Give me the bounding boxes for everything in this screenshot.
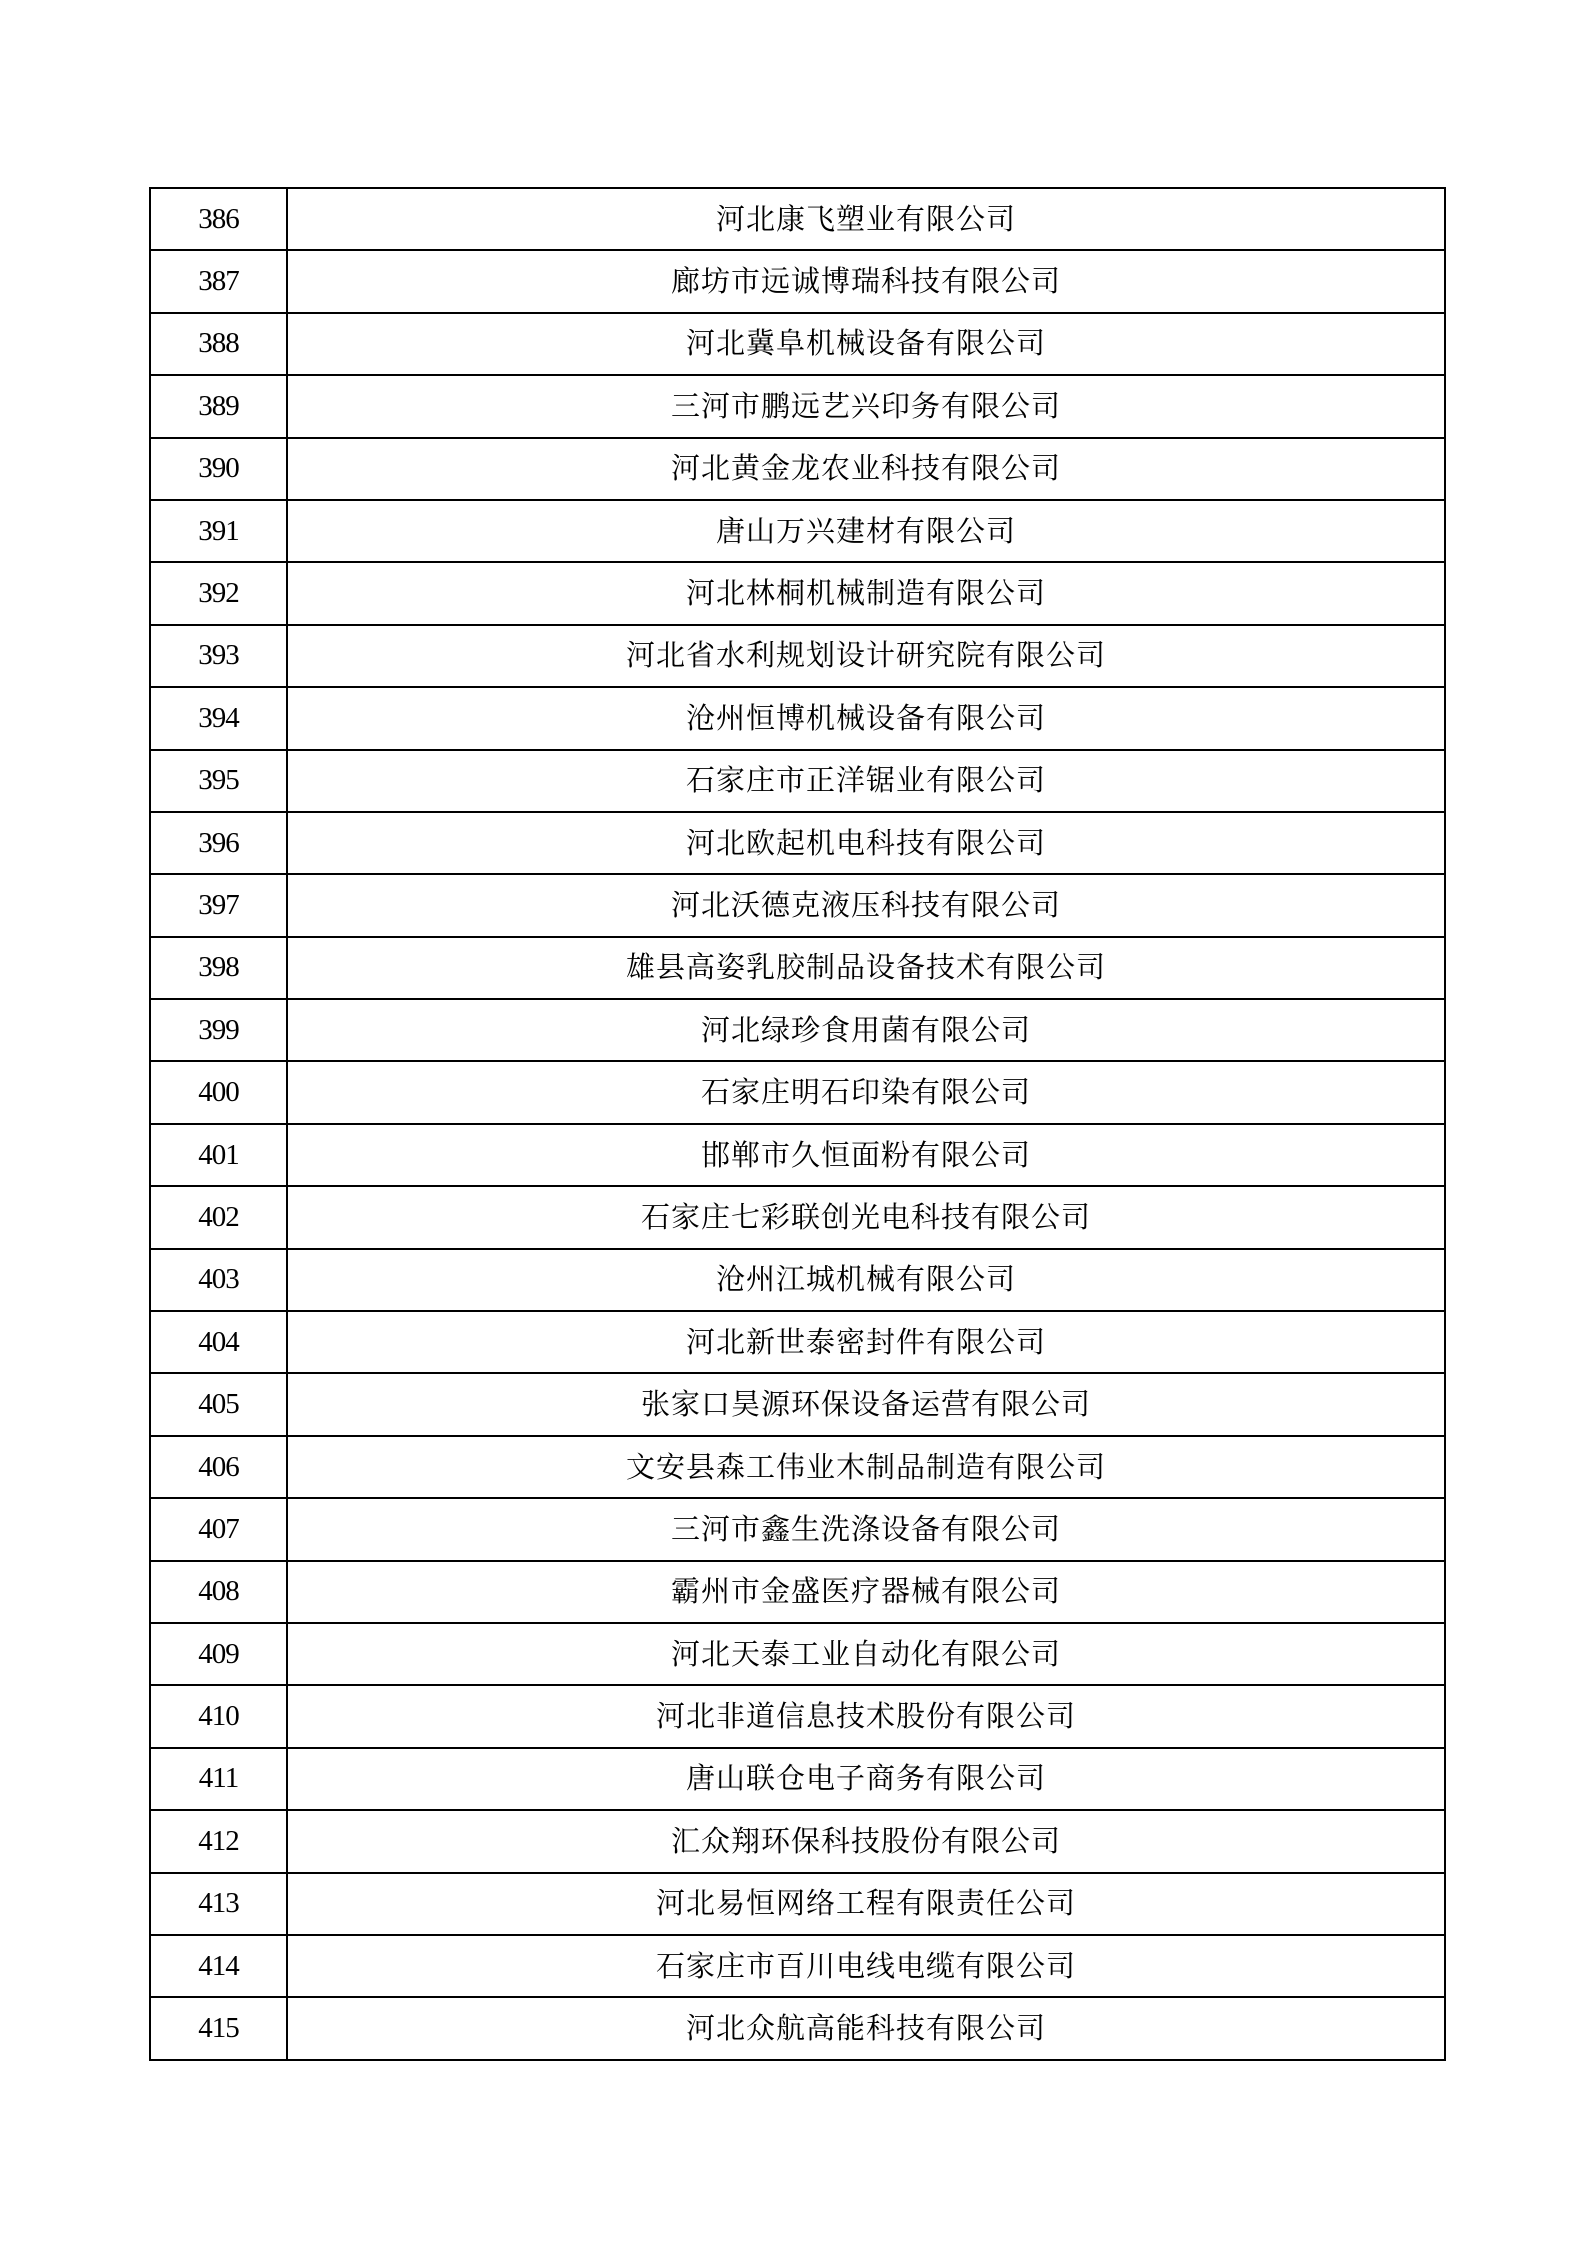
row-number: 415 bbox=[150, 1997, 287, 2059]
row-number: 414 bbox=[150, 1935, 287, 1997]
company-list-body bbox=[150, 188, 1445, 2060]
company-name: 河北绿珍食用菌有限公司 bbox=[287, 999, 1445, 1061]
table-row bbox=[150, 1061, 1445, 1123]
row-number: 387 bbox=[150, 250, 287, 312]
row-number: 397 bbox=[150, 874, 287, 936]
row-number: 411 bbox=[150, 1748, 287, 1810]
table-row bbox=[150, 1186, 1445, 1248]
table-row bbox=[150, 1124, 1445, 1186]
table-row bbox=[150, 874, 1445, 936]
row-number: 399 bbox=[150, 999, 287, 1061]
row-number: 405 bbox=[150, 1373, 287, 1435]
table-row bbox=[150, 1997, 1445, 2059]
row-number: 407 bbox=[150, 1498, 287, 1560]
company-name: 唐山万兴建材有限公司 bbox=[287, 500, 1445, 562]
table-row bbox=[150, 1249, 1445, 1311]
company-name: 张家口昊源环保设备运营有限公司 bbox=[287, 1373, 1445, 1435]
row-number: 409 bbox=[150, 1623, 287, 1685]
company-name: 石家庄明石印染有限公司 bbox=[287, 1061, 1445, 1123]
row-number: 390 bbox=[150, 438, 287, 500]
row-number: 394 bbox=[150, 687, 287, 749]
company-name: 唐山联仓电子商务有限公司 bbox=[287, 1748, 1445, 1810]
company-name: 廊坊市远诚博瑞科技有限公司 bbox=[287, 250, 1445, 312]
company-name: 河北林桐机械制造有限公司 bbox=[287, 562, 1445, 624]
company-name: 石家庄七彩联创光电科技有限公司 bbox=[287, 1186, 1445, 1248]
company-list-table bbox=[149, 187, 1446, 2061]
table-row bbox=[150, 625, 1445, 687]
row-number: 398 bbox=[150, 937, 287, 999]
company-name: 霸州市金盛医疗器械有限公司 bbox=[287, 1561, 1445, 1623]
company-name: 河北沃德克液压科技有限公司 bbox=[287, 874, 1445, 936]
table-row bbox=[150, 1623, 1445, 1685]
table-row bbox=[150, 1685, 1445, 1747]
row-number: 386 bbox=[150, 188, 287, 250]
table-row bbox=[150, 375, 1445, 437]
table-row bbox=[150, 1436, 1445, 1498]
company-name: 河北康飞塑业有限公司 bbox=[287, 188, 1445, 250]
row-number: 388 bbox=[150, 313, 287, 375]
table-row bbox=[150, 1873, 1445, 1935]
row-number: 402 bbox=[150, 1186, 287, 1248]
company-name: 石家庄市正洋锯业有限公司 bbox=[287, 750, 1445, 812]
company-name: 河北黄金龙农业科技有限公司 bbox=[287, 438, 1445, 500]
row-number: 401 bbox=[150, 1124, 287, 1186]
row-number: 408 bbox=[150, 1561, 287, 1623]
table-row bbox=[150, 1373, 1445, 1435]
company-name: 河北新世泰密封件有限公司 bbox=[287, 1311, 1445, 1373]
company-name: 汇众翔环保科技股份有限公司 bbox=[287, 1810, 1445, 1872]
table-row bbox=[150, 1311, 1445, 1373]
company-name: 雄县高姿乳胶制品设备技术有限公司 bbox=[287, 937, 1445, 999]
table-row bbox=[150, 999, 1445, 1061]
table-row bbox=[150, 438, 1445, 500]
table-row bbox=[150, 812, 1445, 874]
table-row bbox=[150, 1498, 1445, 1560]
row-number: 400 bbox=[150, 1061, 287, 1123]
company-name: 河北非道信息技术股份有限公司 bbox=[287, 1685, 1445, 1747]
row-number: 395 bbox=[150, 750, 287, 812]
company-name: 文安县森工伟业木制品制造有限公司 bbox=[287, 1436, 1445, 1498]
company-name: 河北欧起机电科技有限公司 bbox=[287, 812, 1445, 874]
company-name: 沧州恒博机械设备有限公司 bbox=[287, 687, 1445, 749]
row-number: 404 bbox=[150, 1311, 287, 1373]
table-row bbox=[150, 937, 1445, 999]
table-row bbox=[150, 313, 1445, 375]
row-number: 392 bbox=[150, 562, 287, 624]
row-number: 406 bbox=[150, 1436, 287, 1498]
table-row bbox=[150, 1561, 1445, 1623]
company-name: 邯郸市久恒面粉有限公司 bbox=[287, 1124, 1445, 1186]
row-number: 391 bbox=[150, 500, 287, 562]
company-name: 河北易恒网络工程有限责任公司 bbox=[287, 1873, 1445, 1935]
table-row bbox=[150, 562, 1445, 624]
company-name: 石家庄市百川电线电缆有限公司 bbox=[287, 1935, 1445, 1997]
table-row bbox=[150, 1935, 1445, 1997]
company-name: 河北冀阜机械设备有限公司 bbox=[287, 313, 1445, 375]
table-row bbox=[150, 687, 1445, 749]
table-row bbox=[150, 750, 1445, 812]
table-row bbox=[150, 1810, 1445, 1872]
row-number: 389 bbox=[150, 375, 287, 437]
row-number: 410 bbox=[150, 1685, 287, 1747]
company-name: 河北天泰工业自动化有限公司 bbox=[287, 1623, 1445, 1685]
table-row bbox=[150, 1748, 1445, 1810]
row-number: 413 bbox=[150, 1873, 287, 1935]
row-number: 403 bbox=[150, 1249, 287, 1311]
table-row bbox=[150, 188, 1445, 250]
company-name: 河北众航高能科技有限公司 bbox=[287, 1997, 1445, 2059]
table-row bbox=[150, 250, 1445, 312]
company-name: 三河市鑫生洗涤设备有限公司 bbox=[287, 1498, 1445, 1560]
row-number: 396 bbox=[150, 812, 287, 874]
row-number: 393 bbox=[150, 625, 287, 687]
company-name: 河北省水利规划设计研究院有限公司 bbox=[287, 625, 1445, 687]
table-row bbox=[150, 500, 1445, 562]
company-name: 三河市鹏远艺兴印务有限公司 bbox=[287, 375, 1445, 437]
company-name: 沧州江城机械有限公司 bbox=[287, 1249, 1445, 1311]
row-number: 412 bbox=[150, 1810, 287, 1872]
